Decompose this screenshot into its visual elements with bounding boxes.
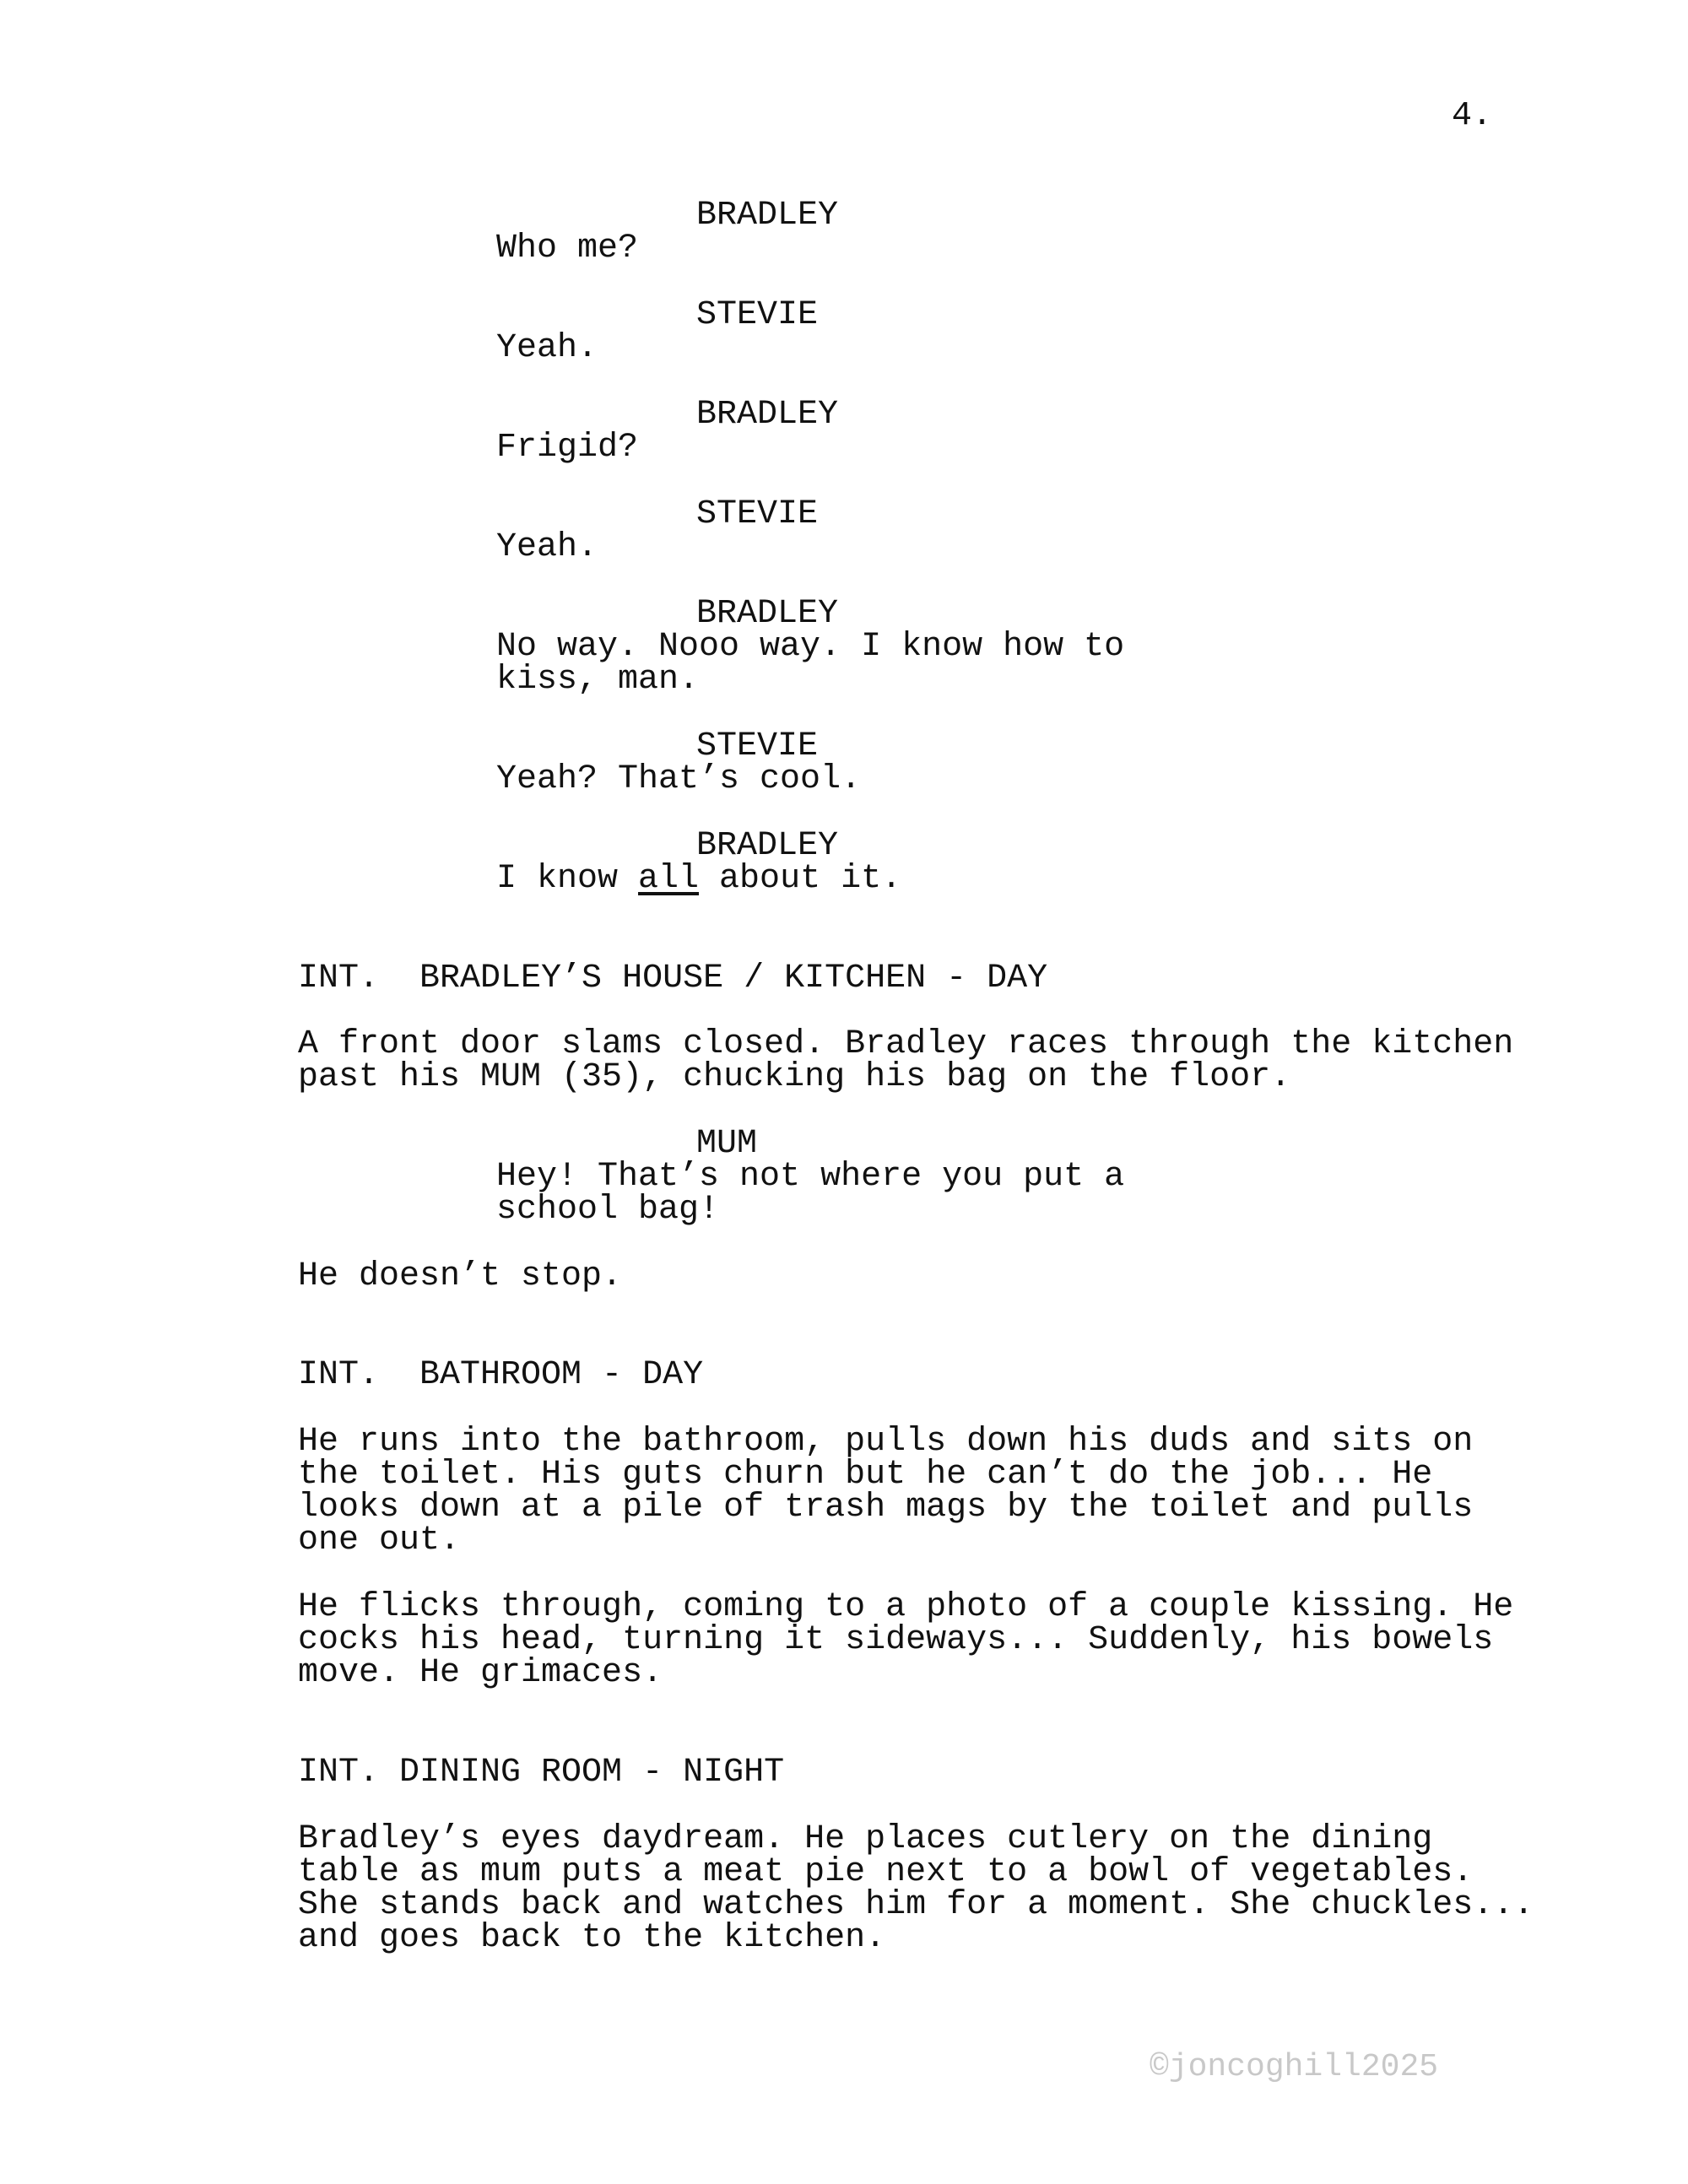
- page-number: 4.: [1452, 97, 1493, 135]
- character-name: BRADLEY: [696, 197, 839, 235]
- character-name: BRADLEY: [696, 827, 839, 865]
- action-line: table as mum puts a meat pie next to a bowl of vegetables.: [298, 1853, 1474, 1891]
- character-name: MUM: [696, 1125, 758, 1163]
- character-name: BRADLEY: [696, 595, 839, 633]
- dialogue-line: [496, 862, 901, 896]
- character-name: STEVIE: [696, 296, 819, 334]
- dialogue-fragment: about it.: [699, 860, 902, 898]
- copyright-watermark: ©joncoghill2025: [1150, 2049, 1439, 2085]
- action-line: He doesn’t stop.: [298, 1257, 623, 1295]
- dialogue-line: Hey! That’s not where you put a: [496, 1158, 1125, 1196]
- dialogue-line: school bag!: [496, 1191, 720, 1229]
- scene-heading: INT. DINING ROOM - NIGHT: [298, 1754, 785, 1792]
- scene-heading: INT. BRADLEY’S HOUSE / KITCHEN - DAY: [298, 960, 1048, 997]
- action-line: past his MUM (35), chucking his bag on the floor.: [298, 1058, 1291, 1096]
- action-line: A front door slams closed. Bradley races through the kitchen: [298, 1025, 1514, 1063]
- character-name: BRADLEY: [696, 396, 839, 434]
- action-line: one out.: [298, 1522, 461, 1560]
- action-line: cocks his head, turning it sideways... Suddenly, his bowels: [298, 1621, 1494, 1659]
- action-line: looks down at a pile of trash mags by the toilet and pulls: [298, 1489, 1474, 1527]
- dialogue-line: Frigid?: [496, 429, 639, 467]
- dialogue-fragment: I know: [496, 860, 639, 898]
- character-name: STEVIE: [696, 727, 819, 765]
- dialogue-line: Who me?: [496, 230, 639, 268]
- action-line: move. He grimaces.: [298, 1654, 663, 1692]
- character-name: STEVIE: [696, 495, 819, 533]
- dialogue-line: Yeah.: [496, 528, 598, 566]
- dialogue-line: Yeah? That’s cool.: [496, 760, 862, 798]
- dialogue-line: No way. Nooo way. I know how to: [496, 628, 1125, 666]
- action-line: He runs into the bathroom, pulls down his duds and sits on: [298, 1423, 1474, 1461]
- action-line: He flicks through, coming to a photo of a couple kissing. He: [298, 1588, 1514, 1626]
- scene-heading: INT. BATHROOM - DAY: [298, 1356, 704, 1394]
- action-line: and goes back to the kitchen.: [298, 1919, 886, 1957]
- underlined-word: all: [638, 860, 700, 898]
- action-line: the toilet. His guts churn but he can’t do the job... He: [298, 1456, 1433, 1494]
- action-line: Bradley’s eyes daydream. He places cutlery on the dining: [298, 1820, 1433, 1858]
- action-line: She stands back and watches him for a moment. She chuckles...: [298, 1886, 1534, 1924]
- dialogue-line: Yeah.: [496, 329, 598, 367]
- dialogue-line: kiss, man.: [496, 661, 700, 699]
